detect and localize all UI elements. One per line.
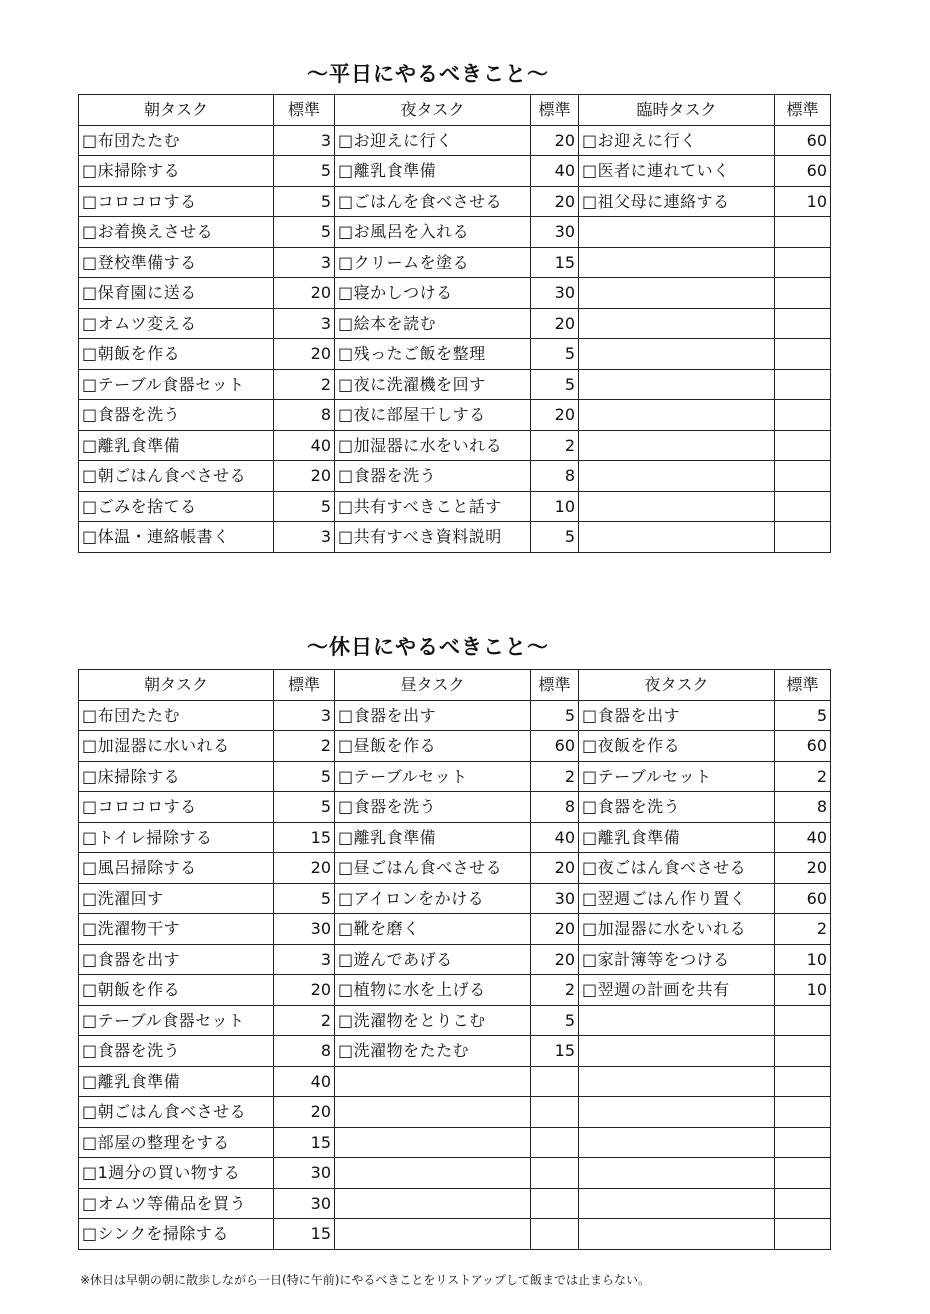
standard-minutes-cell: 5 [274,156,335,187]
task-cell [579,491,775,522]
table-row [79,430,831,461]
task-cell: □お迎えに行く [579,125,775,156]
table-row [79,156,831,187]
standard-minutes-cell: 5 [274,491,335,522]
task-cell [579,1066,775,1097]
standard-minutes-cell: 20 [274,461,335,492]
task-cell: □床掃除する [79,761,274,792]
table-row [79,975,831,1006]
standard-minutes-cell: 20 [531,400,579,431]
standard-minutes-cell: 40 [531,822,579,853]
task-cell [579,247,775,278]
table-row [79,1188,831,1219]
task-cell: □登校準備する [79,247,274,278]
table-row [79,1066,831,1097]
standard-minutes-cell: 8 [274,400,335,431]
task-cell: □夜に洗濯機を回す [335,369,531,400]
standard-minutes-cell [775,491,831,522]
table-row [79,278,831,309]
task-cell: □風呂掃除する [79,853,274,884]
task-cell: □靴を磨く [335,914,531,945]
task-cell [579,1036,775,1067]
task-cell: □朝飯を作る [79,339,274,370]
column-header: 朝タスク [79,670,274,701]
standard-minutes-cell [531,1127,579,1158]
standard-minutes-cell: 15 [531,1036,579,1067]
table-row [79,914,831,945]
task-cell: □夜飯を作る [579,731,775,762]
holiday-title: ～休日にやるべきこと～ [307,635,549,659]
standard-minutes-cell: 2 [274,731,335,762]
task-cell [579,430,775,461]
task-cell: □加湿器に水いれる [79,731,274,762]
standard-minutes-cell: 8 [531,461,579,492]
task-cell: □朝飯を作る [79,975,274,1006]
standard-minutes-cell [775,461,831,492]
task-cell: □お迎えに行く [335,125,531,156]
column-header: 臨時タスク [579,95,775,126]
task-cell: □お風呂を入れる [335,217,531,248]
task-cell: □洗濯回す [79,883,274,914]
standard-minutes-cell: 15 [274,822,335,853]
table-row [79,125,831,156]
standard-minutes-cell: 15 [274,1127,335,1158]
table-row [79,1097,831,1128]
standard-minutes-cell: 60 [775,731,831,762]
standard-minutes-cell: 3 [274,944,335,975]
task-cell: □食器を洗う [79,400,274,431]
task-cell: □食器を出す [79,944,274,975]
column-header: 標準 [274,670,335,701]
task-cell: □昼ごはん食べさせる [335,853,531,884]
task-cell: □お着換えさせる [79,217,274,248]
standard-minutes-cell: 10 [775,186,831,217]
task-cell: □離乳食準備 [335,156,531,187]
standard-minutes-cell: 20 [531,125,579,156]
standard-minutes-cell: 20 [531,186,579,217]
standard-minutes-cell: 30 [274,1188,335,1219]
table-row [79,853,831,884]
task-cell: □残ったご飯を整理 [335,339,531,370]
task-cell [579,308,775,339]
task-cell: □夜に部屋干しする [335,400,531,431]
standard-minutes-cell: 20 [274,853,335,884]
task-cell: □共有すべき資料説明 [335,522,531,553]
task-cell: □共有すべきこと話す [335,491,531,522]
task-cell: □布団たたむ [79,700,274,731]
task-cell: □シンクを掃除する [79,1219,274,1250]
task-cell: □テーブル食器セット [79,1005,274,1036]
task-cell: □テーブルセット [579,761,775,792]
standard-minutes-cell: 8 [775,792,831,823]
table-row [79,1127,831,1158]
standard-minutes-cell: 20 [274,339,335,370]
table-row [79,186,831,217]
task-cell: □食器を出す [335,700,531,731]
task-cell: □食器を洗う [335,461,531,492]
standard-minutes-cell: 20 [531,853,579,884]
task-cell: □離乳食準備 [579,822,775,853]
task-cell: □夜ごはん食べさせる [579,853,775,884]
table-row [79,822,831,853]
standard-minutes-cell: 20 [775,853,831,884]
standard-minutes-cell: 2 [531,430,579,461]
column-header: 標準 [274,95,335,126]
table-row [79,1219,831,1250]
standard-minutes-cell: 15 [274,1219,335,1250]
task-cell: □加湿器に水をいれる [335,430,531,461]
column-header: 標準 [531,670,579,701]
standard-minutes-cell: 8 [531,792,579,823]
standard-minutes-cell: 20 [531,944,579,975]
standard-minutes-cell: 2 [531,975,579,1006]
standard-minutes-cell: 2 [531,761,579,792]
task-cell [579,1097,775,1128]
standard-minutes-cell: 3 [274,700,335,731]
standard-minutes-cell [775,1036,831,1067]
standard-minutes-cell: 5 [531,700,579,731]
standard-minutes-cell: 5 [274,883,335,914]
task-cell: □保育園に送る [79,278,274,309]
standard-minutes-cell [775,522,831,553]
task-cell: □洗濯物干す [79,914,274,945]
task-cell: □クリームを塗る [335,247,531,278]
standard-minutes-cell: 10 [775,944,831,975]
standard-minutes-cell [775,430,831,461]
standard-minutes-cell: 10 [531,491,579,522]
task-cell [579,339,775,370]
table-row [79,491,831,522]
column-header: 標準 [775,95,831,126]
task-cell: □食器を洗う [79,1036,274,1067]
task-cell: □離乳食準備 [335,822,531,853]
table-row [79,761,831,792]
task-cell [335,1158,531,1189]
standard-minutes-cell: 40 [775,822,831,853]
task-cell: □テーブル食器セット [79,369,274,400]
standard-minutes-cell: 8 [274,1036,335,1067]
column-header: 標準 [775,670,831,701]
task-cell: □トイレ掃除する [79,822,274,853]
task-cell: □絵本を読む [335,308,531,339]
standard-minutes-cell: 5 [274,217,335,248]
task-cell [579,278,775,309]
standard-minutes-cell: 30 [274,914,335,945]
standard-minutes-cell: 60 [775,125,831,156]
task-cell: □植物に水を上げる [335,975,531,1006]
task-cell: □朝ごはん食べさせる [79,461,274,492]
table-row [79,217,831,248]
standard-minutes-cell: 40 [274,430,335,461]
column-header: 夜タスク [579,670,775,701]
task-cell [579,369,775,400]
task-cell: □昼飯を作る [335,731,531,762]
standard-minutes-cell [531,1066,579,1097]
holiday-task-table [78,669,831,1250]
task-cell: □食器を洗う [335,792,531,823]
task-cell [335,1188,531,1219]
standard-minutes-cell: 5 [775,700,831,731]
table-header-row [79,670,831,701]
standard-minutes-cell: 5 [274,761,335,792]
standard-minutes-cell [775,1066,831,1097]
task-cell [335,1127,531,1158]
column-header: 昼タスク [335,670,531,701]
task-cell: □家計簿等をつける [579,944,775,975]
standard-minutes-cell: 30 [531,278,579,309]
standard-minutes-cell: 5 [531,339,579,370]
task-cell: □布団たたむ [79,125,274,156]
task-cell: □ごみを捨てる [79,491,274,522]
standard-minutes-cell: 60 [775,883,831,914]
task-cell: □部屋の整理をする [79,1127,274,1158]
task-cell [579,217,775,248]
task-cell: □床掃除する [79,156,274,187]
standard-minutes-cell: 5 [531,1005,579,1036]
table-row [79,247,831,278]
task-cell [335,1219,531,1250]
standard-minutes-cell [531,1097,579,1128]
table-row [79,1158,831,1189]
task-cell: □ごはんを食べさせる [335,186,531,217]
standard-minutes-cell [775,1127,831,1158]
task-cell [579,1005,775,1036]
standard-minutes-cell: 30 [531,217,579,248]
task-cell: □アイロンをかける [335,883,531,914]
standard-minutes-cell: 20 [531,914,579,945]
standard-minutes-cell: 40 [274,1066,335,1097]
table-row [79,1005,831,1036]
table-row [79,731,831,762]
task-cell: □オムツ変える [79,308,274,339]
task-cell: □コロコロする [79,792,274,823]
task-cell: □食器を洗う [579,792,775,823]
standard-minutes-cell: 30 [531,883,579,914]
standard-minutes-cell [775,1219,831,1250]
standard-minutes-cell: 15 [531,247,579,278]
task-cell: □加湿器に水をいれる [579,914,775,945]
standard-minutes-cell: 3 [274,308,335,339]
standard-minutes-cell [775,217,831,248]
standard-minutes-cell: 5 [531,522,579,553]
table-row [79,700,831,731]
table-row [79,461,831,492]
standard-minutes-cell: 20 [274,1097,335,1128]
table-row [79,944,831,975]
standard-minutes-cell [775,400,831,431]
standard-minutes-cell [775,247,831,278]
standard-minutes-cell: 2 [775,761,831,792]
task-cell: □オムツ等備品を買う [79,1188,274,1219]
standard-minutes-cell [775,1188,831,1219]
task-cell [335,1066,531,1097]
task-cell [579,1219,775,1250]
standard-minutes-cell [531,1188,579,1219]
standard-minutes-cell: 30 [274,1158,335,1189]
task-cell [579,522,775,553]
task-cell [579,1158,775,1189]
task-cell [579,1127,775,1158]
table-header-row [79,95,831,126]
table-row [79,792,831,823]
table-row [79,1036,831,1067]
task-cell: □離乳食準備 [79,430,274,461]
standard-minutes-cell [775,1005,831,1036]
task-cell: □テーブルセット [335,761,531,792]
standard-minutes-cell [775,308,831,339]
standard-minutes-cell: 3 [274,522,335,553]
column-header: 夜タスク [335,95,531,126]
standard-minutes-cell [775,339,831,370]
standard-minutes-cell: 20 [274,975,335,1006]
task-cell: □洗濯物をたたむ [335,1036,531,1067]
task-cell: □体温・連絡帳書く [79,522,274,553]
standard-minutes-cell: 5 [531,369,579,400]
task-cell: □離乳食準備 [79,1066,274,1097]
standard-minutes-cell: 3 [274,125,335,156]
table-row [79,308,831,339]
standard-minutes-cell [775,1158,831,1189]
standard-minutes-cell: 2 [775,914,831,945]
standard-minutes-cell [775,369,831,400]
standard-minutes-cell: 2 [274,1005,335,1036]
standard-minutes-cell: 40 [531,156,579,187]
task-cell: □翌週ごはん作り置く [579,883,775,914]
standard-minutes-cell: 60 [531,731,579,762]
task-cell [579,1188,775,1219]
column-header: 朝タスク [79,95,274,126]
task-cell: □食器を出す [579,700,775,731]
standard-minutes-cell [775,1097,831,1128]
task-cell: □翌週の計画を共有 [579,975,775,1006]
column-header: 標準 [531,95,579,126]
task-cell: □祖父母に連絡する [579,186,775,217]
standard-minutes-cell: 20 [531,308,579,339]
table-row [79,400,831,431]
task-cell [335,1097,531,1128]
standard-minutes-cell: 5 [274,186,335,217]
standard-minutes-cell [531,1158,579,1189]
standard-minutes-cell: 60 [775,156,831,187]
standard-minutes-cell: 10 [775,975,831,1006]
task-cell: □1週分の買い物する [79,1158,274,1189]
table-row [79,522,831,553]
task-cell [579,400,775,431]
standard-minutes-cell [775,278,831,309]
standard-minutes-cell [531,1219,579,1250]
task-cell [579,461,775,492]
task-cell: □遊んであげる [335,944,531,975]
standard-minutes-cell: 2 [274,369,335,400]
standard-minutes-cell: 5 [274,792,335,823]
footnote: ※休日は早朝の朝に散歩しながら一日(特に午前)にやるべきことをリストアップして飯までは止まらない。 [80,1273,650,1287]
task-cell: □洗濯物をとりこむ [335,1005,531,1036]
task-cell: □寝かしつける [335,278,531,309]
task-cell: □コロコロする [79,186,274,217]
weekday-task-table [78,94,831,553]
task-cell: □朝ごはん食べさせる [79,1097,274,1128]
table-row [79,883,831,914]
standard-minutes-cell: 3 [274,247,335,278]
table-row [79,369,831,400]
weekday-title: ～平日にやるべきこと～ [307,62,549,86]
table-row [79,339,831,370]
task-cell: □医者に連れていく [579,156,775,187]
standard-minutes-cell: 20 [274,278,335,309]
